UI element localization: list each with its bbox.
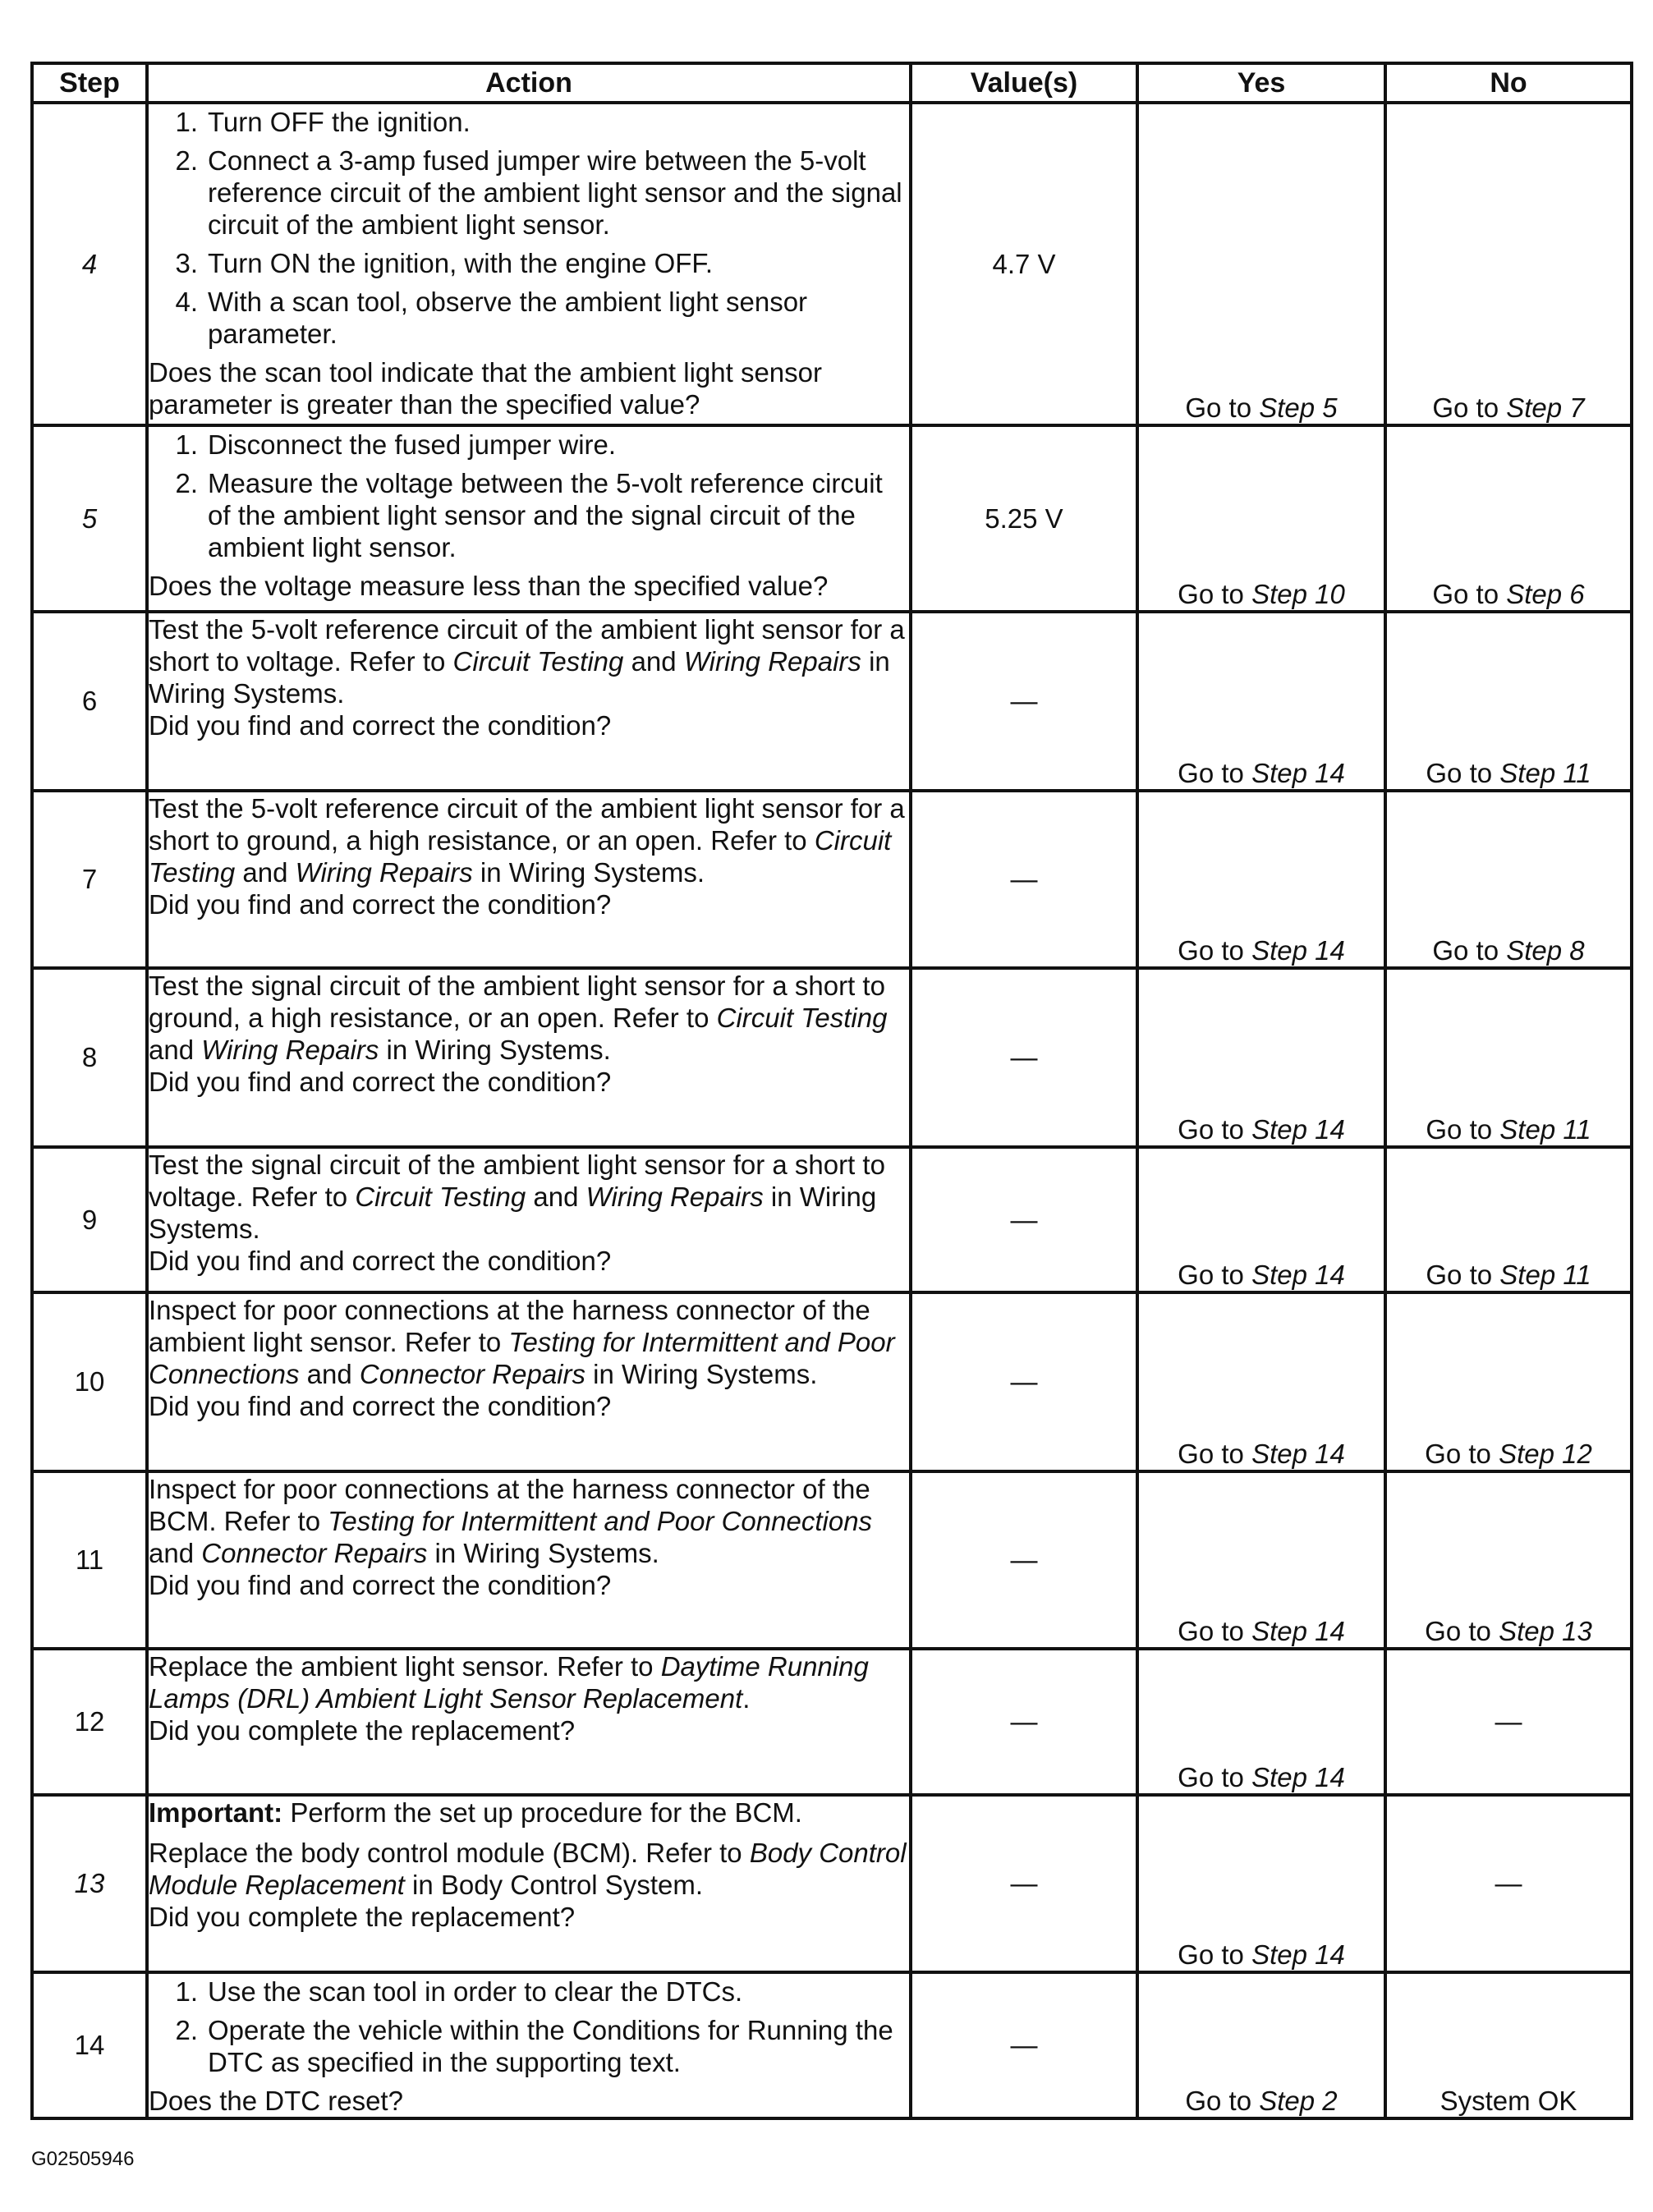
question-text: Did you find and correct the condition?: [149, 1570, 612, 1600]
step-link[interactable]: Step 6: [1506, 579, 1585, 609]
step-link[interactable]: Step 11: [1499, 1114, 1591, 1145]
value-cell: 5.25 V: [911, 425, 1137, 612]
value-cell: —: [911, 1471, 1137, 1649]
step-link[interactable]: Step 14: [1251, 1939, 1345, 1970]
step-link[interactable]: Step 13: [1499, 1616, 1592, 1646]
action-cell: [147, 103, 911, 425]
step-number: 11: [32, 1471, 147, 1649]
table-row: [32, 1292, 1632, 1471]
list-item: 1. Use the scan tool in order to clear the DTCs.: [175, 1976, 743, 2007]
question-text: Does the scan tool indicate that the ambient light sensor parameter is greater than the specified value?: [149, 357, 822, 420]
table-row: [32, 1795, 1632, 1972]
table-row: [32, 612, 1632, 791]
action-cell: [147, 612, 911, 791]
procedure-list: [149, 427, 909, 570]
question-text: Did you find and correct the condition?: [149, 1067, 612, 1097]
list-item: 1. Turn OFF the ignition.: [175, 107, 471, 137]
yes-cell: Go to Step 5: [1137, 103, 1385, 425]
table-row: [32, 791, 1632, 968]
table-row: [32, 103, 1632, 425]
step-link[interactable]: Step 14: [1251, 1616, 1345, 1646]
instruction-text: Inspect for poor connections at the harness connector of the ambient light sensor. Refer to Testing for Intermittent and Poor Connections and Connector Repairs in Wiring Systems.: [149, 1295, 895, 1389]
instruction-text: Inspect for poor connections at the harness connector of the BCM. Refer to Testing for Intermittent and Poor Connections and Connector Repairs in Wiring Systems.: [149, 1474, 873, 1568]
step-link[interactable]: Step 14: [1251, 1762, 1345, 1792]
step-link[interactable]: Step 10: [1251, 579, 1345, 609]
instruction-text: Test the 5-volt reference circuit of the ambient light sensor for a short to ground, a high resistance, or an open. Refer to Circuit Testing and Wiring Repairs in Wiring Systems.: [149, 793, 905, 888]
yes-cell: Go to Step 14: [1137, 612, 1385, 791]
table-row: [32, 1649, 1632, 1795]
list-item: 2. Operate the vehicle within the Conditions for Running the DTC as specified in the supporting text.: [175, 2015, 893, 2077]
question-text: Does the DTC reset?: [149, 2086, 403, 2116]
value-cell: —: [911, 1795, 1137, 1972]
yes-cell: Go to Step 14: [1137, 1471, 1385, 1649]
step-number: 4: [32, 103, 147, 425]
step-number: 9: [32, 1147, 147, 1292]
yes-cell: Go to Step 14: [1137, 1795, 1385, 1972]
yes-cell: Go to Step 14: [1137, 1292, 1385, 1471]
no-cell: Go to Step 7: [1385, 103, 1632, 425]
step-link[interactable]: Step 11: [1499, 758, 1591, 788]
step-link[interactable]: Step 8: [1506, 935, 1585, 966]
yes-cell: Go to Step 2: [1137, 1972, 1385, 2118]
value-cell: —: [911, 791, 1137, 968]
header-row: [32, 63, 1632, 103]
action-cell: [147, 968, 911, 1147]
table-row: [32, 968, 1632, 1147]
value-cell: —: [911, 1972, 1137, 2118]
action-cell: [147, 791, 911, 968]
diagnostic-table: [30, 62, 1633, 2120]
value-cell: —: [911, 968, 1137, 1147]
no-header: No: [1385, 63, 1632, 103]
step-number: 14: [32, 1972, 147, 2118]
yes-cell: Go to Step 14: [1137, 791, 1385, 968]
step-number: 7: [32, 791, 147, 968]
list-item: 3. Turn ON the ignition, with the engine OFF.: [175, 248, 714, 278]
step-link[interactable]: Step 14: [1251, 1260, 1345, 1290]
action-cell: [147, 1471, 911, 1649]
procedure-list: [149, 104, 909, 356]
question-text: Did you complete the replacement?: [149, 1902, 576, 1932]
action-cell: [147, 1795, 911, 1972]
procedure-list: [149, 1974, 909, 2085]
no-cell: —: [1385, 1795, 1632, 1972]
step-number: 5: [32, 425, 147, 612]
step-number: 10: [32, 1292, 147, 1471]
table-row: [32, 1972, 1632, 2118]
step-link[interactable]: Step 11: [1499, 1260, 1591, 1290]
action-cell: [147, 1649, 911, 1795]
table-row: [32, 425, 1632, 612]
action-cell: [147, 1147, 911, 1292]
no-cell: Go to Step 11: [1385, 1147, 1632, 1292]
question-text: Did you find and correct the condition?: [149, 1391, 612, 1421]
important-note: Important: Perform the set up procedure for the BCM.: [149, 1797, 802, 1828]
step-link[interactable]: Step 12: [1499, 1439, 1592, 1469]
step-number: 8: [32, 968, 147, 1147]
value-cell: 4.7 V: [911, 103, 1137, 425]
yes-cell: Go to Step 14: [1137, 1147, 1385, 1292]
step-header: Step: [32, 63, 147, 103]
step-link[interactable]: Step 14: [1251, 935, 1345, 966]
action-header: Action: [147, 63, 911, 103]
step-number: 13: [32, 1795, 147, 1972]
list-item: 4. With a scan tool, observe the ambient light sensor parameter.: [175, 287, 808, 349]
action-cell: [147, 1972, 911, 2118]
question-text: Does the voltage measure less than the specified value?: [149, 571, 829, 601]
question-text: Did you find and correct the condition?: [149, 889, 612, 920]
step-link[interactable]: Step 14: [1251, 758, 1345, 788]
step-link[interactable]: Step 14: [1251, 1439, 1345, 1469]
yes-cell: Go to Step 10: [1137, 425, 1385, 612]
step-link[interactable]: Step 14: [1251, 1114, 1345, 1145]
instruction-text: Test the signal circuit of the ambient light sensor for a short to ground, a high resistance, or an open. Refer to Circuit Testing and Wiring Repairs in Wiring Systems.: [149, 971, 888, 1065]
yes-cell: Go to Step 14: [1137, 1649, 1385, 1795]
no-cell: —: [1385, 1649, 1632, 1795]
table-row: [32, 1147, 1632, 1292]
instruction-text: Replace the ambient light sensor. Refer to Daytime Running Lamps (DRL) Ambient Light Sensor Replacement.: [149, 1651, 869, 1714]
no-cell: Go to Step 8: [1385, 791, 1632, 968]
yes-header: Yes: [1137, 63, 1385, 103]
no-cell: Go to Step 12: [1385, 1292, 1632, 1471]
figure-code: G02505946: [31, 2148, 135, 2170]
value-cell: —: [911, 1649, 1137, 1795]
step-link[interactable]: Step 5: [1259, 392, 1338, 423]
question-text: Did you complete the replacement?: [149, 1715, 576, 1746]
table-row: [32, 1471, 1632, 1649]
step-number: 12: [32, 1649, 147, 1795]
question-text: Did you find and correct the condition?: [149, 710, 612, 741]
instruction-text: Replace the body control module (BCM). Refer to Body Control Module Replacement in Body Control System.: [149, 1838, 907, 1900]
instruction-text: Test the 5-volt reference circuit of the ambient light sensor for a short to voltage. Refer to Circuit Testing and Wiring Repairs in Wiring Systems.: [149, 614, 905, 709]
value-cell: —: [911, 1292, 1137, 1471]
question-text: Did you find and correct the condition?: [149, 1246, 612, 1276]
list-item: 1. Disconnect the fused jumper wire.: [175, 429, 617, 460]
step-link[interactable]: Step 2: [1259, 2086, 1338, 2116]
list-item: 2. Connect a 3-amp fused jumper wire between the 5-volt reference circuit of the ambient light sensor and the signal circuit of the ambient light sensor.: [175, 145, 902, 240]
value-cell: —: [911, 1147, 1137, 1292]
no-cell: Go to Step 6: [1385, 425, 1632, 612]
no-cell: Go to Step 11: [1385, 968, 1632, 1147]
values-header: Value(s): [911, 63, 1137, 103]
no-cell: System OK: [1385, 1972, 1632, 2118]
step-number: 6: [32, 612, 147, 791]
action-cell: [147, 425, 911, 612]
value-cell: —: [911, 612, 1137, 791]
no-cell: Go to Step 13: [1385, 1471, 1632, 1649]
no-cell: Go to Step 11: [1385, 612, 1632, 791]
step-link[interactable]: Step 7: [1506, 392, 1585, 423]
instruction-text: Test the signal circuit of the ambient light sensor for a short to voltage. Refer to Circuit Testing and Wiring Repairs in Wiring Systems.: [149, 1150, 885, 1244]
list-item: 2. Measure the voltage between the 5-volt reference circuit of the ambient light sensor and the signal circuit of the ambient light sensor.: [175, 468, 883, 562]
action-cell: [147, 1292, 911, 1471]
yes-cell: Go to Step 14: [1137, 968, 1385, 1147]
